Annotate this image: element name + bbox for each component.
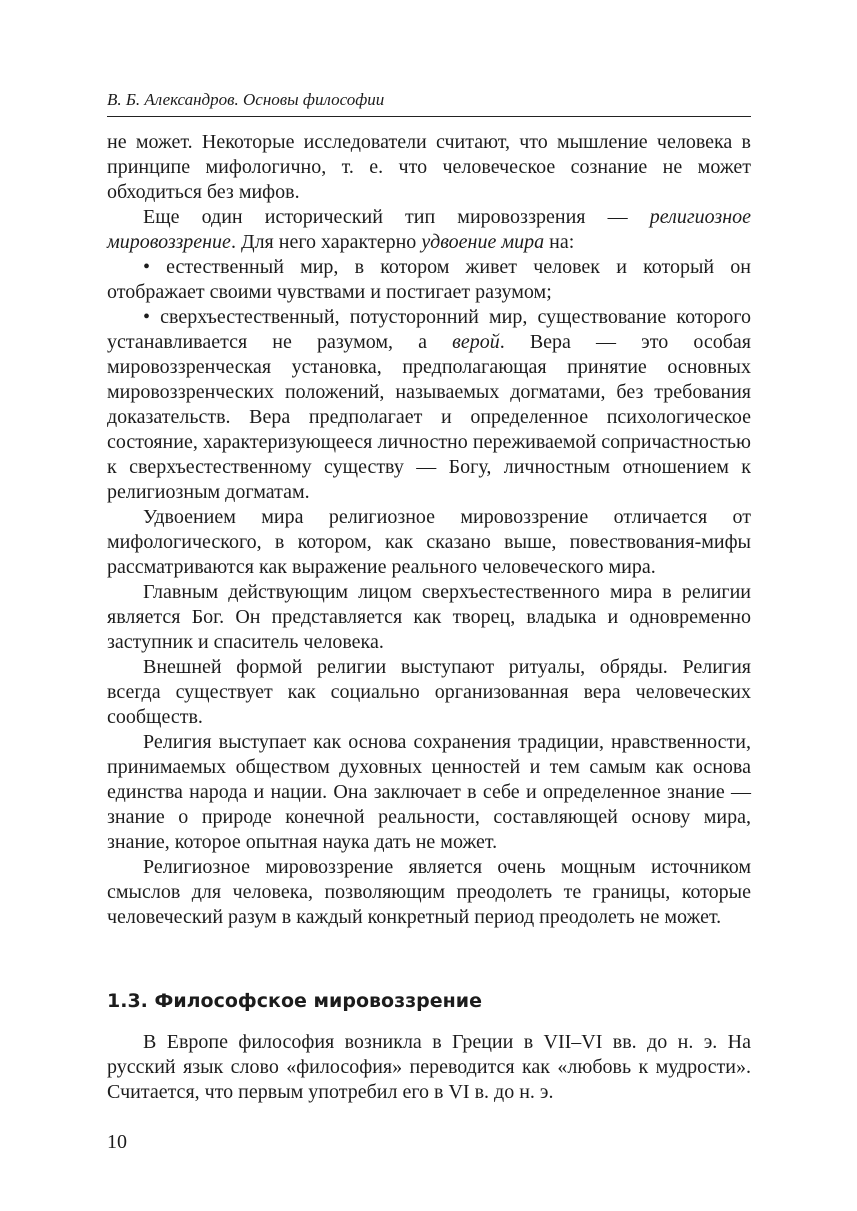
section-text <box>107 1030 751 1105</box>
section-heading: 1.3. Философское мировоззрение <box>107 990 482 1012</box>
italic-term: верой <box>452 331 500 353</box>
paragraph: не может. Некоторые исследователи считают, что мышление человека в принципе мифологично, т. е. что человеческое сознание не может обходиться без мифов. <box>107 131 751 203</box>
paragraph: Главным действующим лицом сверхъестественного мира в религии является Бог. Он представляется как творец, владыка и одновременно заступник и спаситель человека. <box>107 581 751 653</box>
paragraph: Удвоением мира религиозное мировоззрение отличается от мифологического, в котором, как сказано выше, повествования-мифы рассматриваются как выражение реального человеческого мира. <box>107 506 751 578</box>
paragraph: Религиозное мировоззрение является очень мощным источником смыслов для человека, позволяющим преодолеть те границы, которые человеческий разум в каждый конкретный период преодолеть не может. <box>107 856 751 928</box>
italic-term: удвоение мира <box>421 231 545 253</box>
page-number: 10 <box>107 1131 127 1153</box>
paragraph: В Европе философия возникла в Греции в VII–VI вв. до н. э. На русский язык слово «философия» переводится как «любовь к мудрости». Считается, что первым употребил его в VI в. до н. э. <box>107 1031 751 1103</box>
bullet-item: • естественный мир, в котором живет человек и который он отображает своими чувствами и постигает разумом; <box>107 256 751 303</box>
main-text <box>107 130 751 930</box>
running-header: В. Б. Александров. Основы философии <box>107 88 751 117</box>
italic-term: религиозное мировоззрение <box>107 206 751 253</box>
paragraph: Религия выступает как основа сохранения традиции, нравственности, принимаемых обществом духовных ценностей и тем самым как основа единства народа и нации. Она заключает в себе и определенное знание — знание о природе конечной реальности, составляющей основу мира, знание, которое опытная наука дать не может. <box>107 731 751 853</box>
paragraph: Внешней формой религии выступают ритуалы, обряды. Религия всегда существует как социально организованная вера человеческих сообществ. <box>107 656 751 728</box>
bullet-item: • сверхъестественный, потусторонний мир, существование которого устанавливается не разумом, а верой. Вера — это особая мировоззренческая установка, предполагающая принятие основных мировоззренческих положений, называемых догматами, без требования доказательств. Вера предполагает и определенное психологическое состояние, характеризующееся личностно переживаемой сопричастностью к сверхъестественному существу — Богу, личностным отношением к религиозным догматам. <box>107 306 751 503</box>
paragraph: Еще один исторический тип мировоззрения — религиозное мировоззрение. Для него характерно удвоение мира на: <box>107 206 751 253</box>
